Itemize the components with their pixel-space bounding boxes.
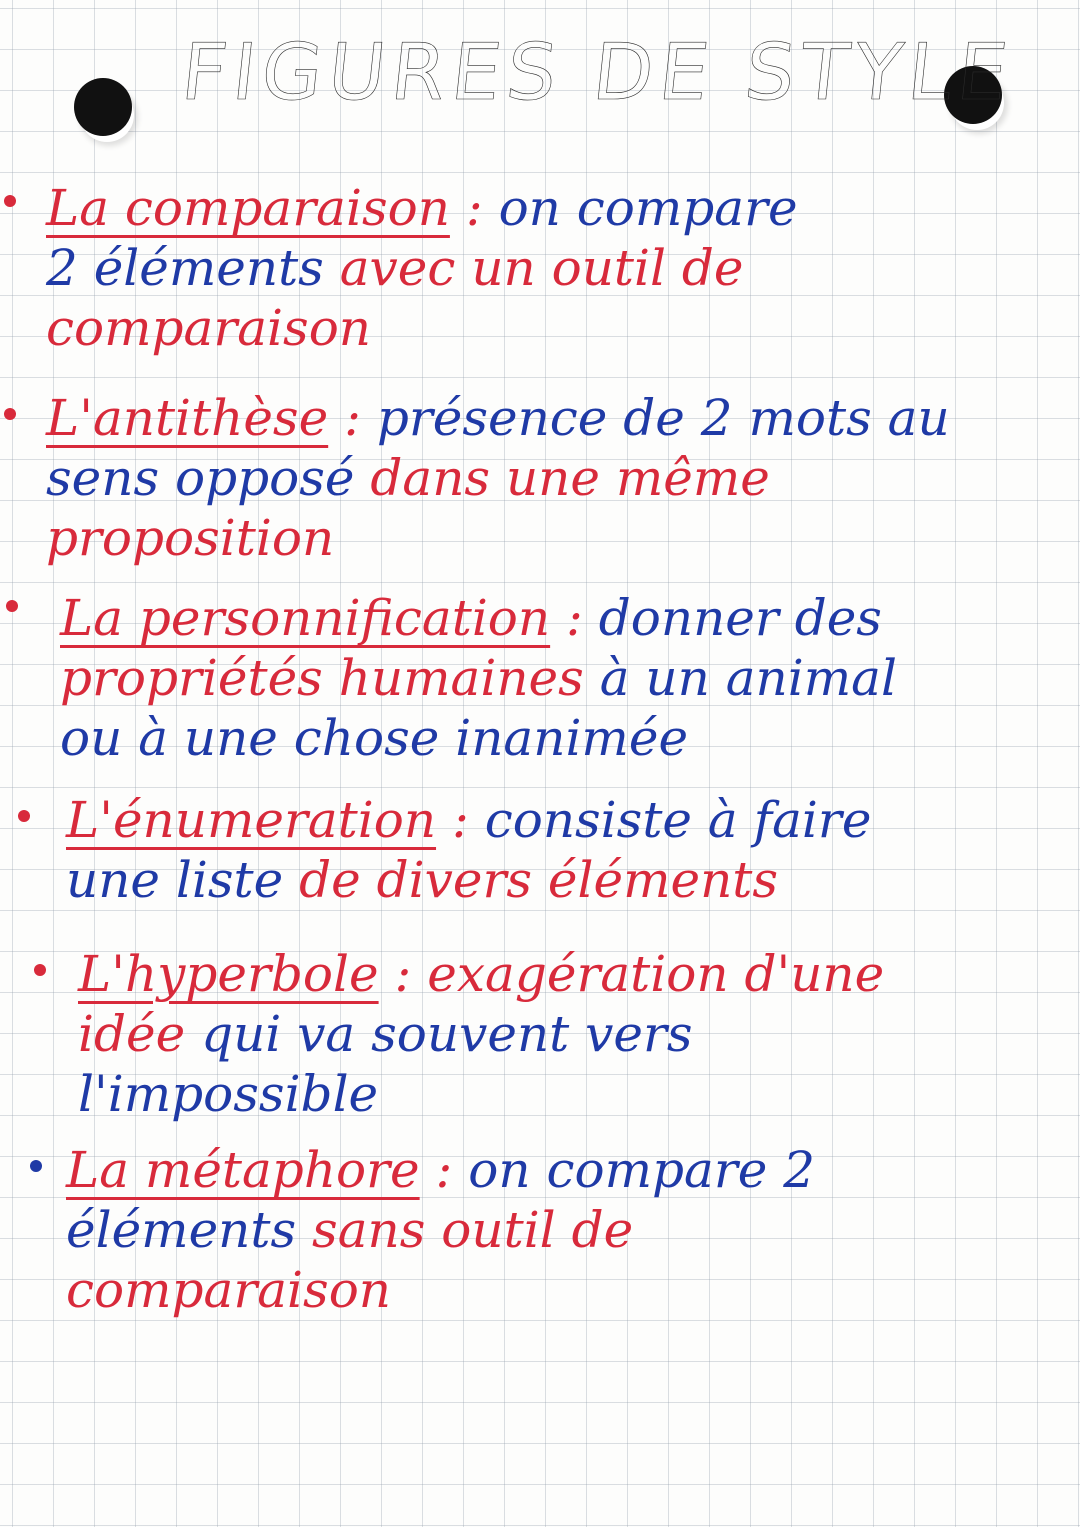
bullet-icon (18, 810, 30, 822)
entry-term: L'énumeration (66, 791, 437, 849)
entry-definition-part: exagération d'une (427, 945, 885, 1003)
entry-personnification (60, 588, 1080, 768)
entry-definition-part: idée (78, 1005, 186, 1063)
entry-colon: : (394, 945, 412, 1003)
bullet-icon (30, 1160, 42, 1172)
entry-definition-part: 2 éléments (46, 239, 324, 297)
page-title: FIGURES DE STYLE (177, 28, 1018, 118)
entry-definition-part: sans (312, 1201, 426, 1259)
entry-definition-part: donner des (598, 589, 882, 647)
entry-definition-part: sens opposé (46, 449, 355, 507)
entry-definition-part: présence de 2 mots au (376, 389, 950, 447)
entry-term: La comparaison (46, 179, 450, 237)
entry-definition-part: éléments (66, 1201, 297, 1259)
entry-metaphore (66, 1140, 1066, 1320)
entry-definition-part: on compare 2 (468, 1141, 816, 1199)
entry-antithese (46, 388, 1076, 568)
entry-hyperbole (78, 944, 1068, 1124)
bullet-icon (6, 600, 18, 612)
entry-definition-part: à un animal (599, 649, 897, 707)
entry-comparaison (46, 178, 1076, 358)
entry-term: La personnification (60, 589, 551, 647)
entry-definition-part: dans une même (370, 449, 770, 507)
entry-term: L'hyperbole (78, 945, 379, 1003)
entry-definition-part: proposition (46, 509, 335, 567)
entry-definition-part: consiste à faire (484, 791, 872, 849)
entry-term: L'antithèse (46, 389, 329, 447)
entry-definition-part: comparaison (46, 299, 371, 357)
entry-definition-part: l'impossible (78, 1065, 379, 1123)
entry-definition-part: ou à une chose inanimée (60, 709, 689, 767)
entry-definition-part: qui va souvent vers (201, 1005, 693, 1063)
entry-definition-part: une liste (66, 851, 284, 909)
punch-hole-left (74, 78, 132, 136)
entry-definition-part: de divers éléments (299, 851, 779, 909)
entry-definition-part: propriétés humaines (60, 649, 584, 707)
entry-enumeration (66, 790, 1066, 910)
entry-colon: : (566, 589, 583, 647)
entry-definition-part: outil de (441, 1201, 634, 1259)
entry-definition-part: avec (339, 239, 456, 297)
entry-colon: : (435, 1141, 453, 1199)
bullet-icon (4, 195, 16, 207)
entry-colon: : (465, 179, 483, 237)
bullet-icon (34, 964, 46, 976)
entry-colon: : (451, 791, 469, 849)
entry-colon: : (344, 389, 361, 447)
bullet-icon (4, 408, 16, 420)
entry-definition-part: on compare (498, 179, 798, 237)
entry-term: La métaphore (66, 1141, 420, 1199)
entry-definition-part: comparaison (66, 1261, 391, 1319)
entry-definition-part: un outil de (471, 239, 744, 297)
